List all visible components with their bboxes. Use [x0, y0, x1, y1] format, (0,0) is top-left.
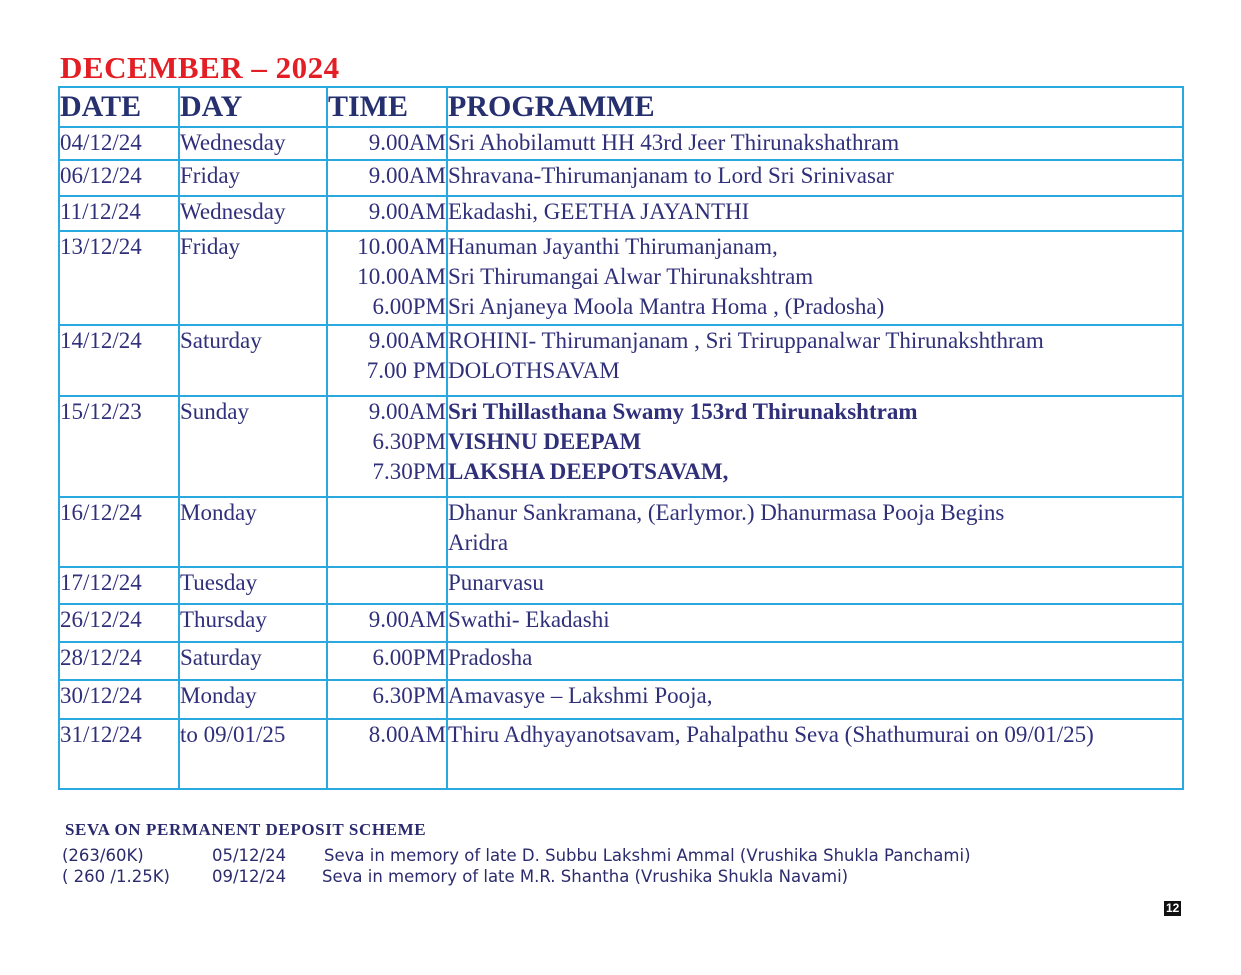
- cell-day: [179, 567, 327, 604]
- cell-time-line: 6.30PM: [372, 683, 446, 708]
- cell-date: [59, 642, 179, 680]
- cell-time-line: 10.00AM: [357, 264, 446, 289]
- cell-date-line: 26/12/24: [60, 607, 142, 632]
- header-day: DAY: [179, 87, 327, 127]
- cell-time-line: 9.00AM: [368, 163, 446, 188]
- cell-day: [179, 396, 327, 497]
- cell-programme: [447, 160, 1183, 196]
- cell-programme-line: VISHNU DEEPAM: [448, 429, 642, 454]
- cell-time: [327, 325, 447, 396]
- cell-time: [327, 396, 447, 497]
- cell-programme-line: Dhanur Sankramana, (Earlymor.) Dhanurmasa Pooja Begins: [448, 500, 1005, 525]
- cell-time-line: 6.00PM: [372, 294, 446, 319]
- cell-date-line: 13/12/24: [60, 234, 142, 259]
- cell-programme-line: Sri Ahobilamutt HH 43rd Jeer Thirunakshathram: [448, 130, 900, 155]
- cell-programme-line: Ekadashi, GEETHA JAYANTHI: [448, 199, 750, 224]
- table-row: [59, 231, 1183, 325]
- seva-date: 05/12/24: [212, 846, 287, 865]
- table-row: [59, 160, 1183, 196]
- seva-code: (263/60K): [62, 846, 144, 865]
- cell-date: [59, 231, 179, 325]
- seva-text: Seva in memory of late D. Subbu Lakshmi Ammal (Vrushika Shukla Panchami): [324, 846, 971, 865]
- cell-programme: [447, 325, 1183, 396]
- cell-programme-line: Amavasye – Lakshmi Pooja,: [448, 683, 713, 708]
- cell-programme-line: DOLOTHSAVAM: [448, 358, 620, 383]
- cell-date-line: 17/12/24: [60, 570, 142, 595]
- cell-day-line: Friday: [180, 234, 241, 259]
- cell-time-line: 8.00AM: [368, 722, 446, 747]
- cell-day-line: Friday: [180, 163, 241, 188]
- cell-date: [59, 680, 179, 719]
- seva-text: Seva in memory of late M.R. Shantha (Vrushika Shukla Navami): [322, 867, 849, 886]
- cell-time-line: 7.30PM: [372, 459, 446, 484]
- cell-day-line: Saturday: [180, 645, 262, 670]
- cell-day: [179, 127, 327, 160]
- cell-programme-line: Sri Anjaneya Moola Mantra Homa , (Pradosha): [448, 294, 885, 319]
- cell-day-line: Monday: [180, 683, 257, 708]
- header-time: TIME: [327, 87, 447, 127]
- cell-date: [59, 604, 179, 642]
- cell-time: [327, 127, 447, 160]
- cell-date: [59, 567, 179, 604]
- cell-day: [179, 719, 327, 789]
- cell-date-line: 31/12/24: [60, 722, 142, 747]
- cell-date: [59, 196, 179, 231]
- cell-time: [327, 231, 447, 325]
- page-number: 12: [1166, 901, 1180, 915]
- table-row: [59, 196, 1183, 231]
- cell-day: [179, 497, 327, 567]
- cell-day: [179, 160, 327, 196]
- cell-time: [327, 680, 447, 719]
- cell-programme-line: Pradosha: [448, 645, 533, 670]
- header-date: DATE: [59, 87, 179, 127]
- cell-day: [179, 604, 327, 642]
- table-body: [59, 127, 1183, 789]
- table-row: [59, 719, 1183, 789]
- cell-day-line: Sunday: [180, 399, 249, 424]
- events-table: [58, 86, 1184, 790]
- cell-day-line: Saturday: [180, 328, 262, 353]
- cell-programme: [447, 642, 1183, 680]
- cell-programme: [447, 719, 1183, 789]
- cell-time-line: 10.00AM: [357, 234, 446, 259]
- cell-date-line: 14/12/24: [60, 328, 142, 353]
- cell-programme-line: Punarvasu: [448, 570, 544, 595]
- cell-programme-line: Shravana-Thirumanjanam to Lord Sri Srinivasar: [448, 163, 894, 188]
- cell-date: [59, 127, 179, 160]
- cell-day-line: Thursday: [180, 607, 267, 632]
- table-row: [59, 396, 1183, 497]
- table-row: [59, 497, 1183, 567]
- cell-programme: [447, 497, 1183, 567]
- cell-time: [327, 642, 447, 680]
- cell-date-line: 06/12/24: [60, 163, 142, 188]
- cell-programme-line: ROHINI- Thirumanjanam , Sri Triruppanalwar Thirunakshthram: [448, 328, 1044, 353]
- cell-programme-line: Aridra: [448, 530, 509, 555]
- cell-date: [59, 160, 179, 196]
- cell-programme-line: LAKSHA DEEPOTSAVAM,: [448, 459, 729, 484]
- cell-day-line: Tuesday: [180, 570, 258, 595]
- cell-day-line: Wednesday: [180, 199, 286, 224]
- cell-time: [327, 567, 447, 604]
- cell-time-line: 6.00PM: [372, 645, 446, 670]
- header-programme: PROGRAMME: [447, 87, 1183, 127]
- cell-day: [179, 196, 327, 231]
- cell-time: [327, 160, 447, 196]
- cell-programme-line: Sri Thirumangai Alwar Thirunakshtram: [448, 264, 814, 289]
- table-row: [59, 642, 1183, 680]
- cell-day: [179, 231, 327, 325]
- cell-programme: [447, 127, 1183, 160]
- cell-day-line: Wednesday: [180, 130, 286, 155]
- cell-time-line: 9.00AM: [368, 399, 446, 424]
- seva-code: ( 260 /1.25K): [62, 867, 170, 886]
- table-header-row: [59, 87, 1183, 127]
- cell-day-line: to 09/01/25: [180, 722, 286, 747]
- table-row: [59, 680, 1183, 719]
- cell-programme: [447, 567, 1183, 604]
- table-row: [59, 567, 1183, 604]
- cell-date-line: 04/12/24: [60, 130, 142, 155]
- cell-time: [327, 719, 447, 789]
- cell-day: [179, 325, 327, 396]
- cell-date-line: 16/12/24: [60, 500, 142, 525]
- cell-day-line: Monday: [180, 500, 257, 525]
- cell-time-line: 9.00AM: [368, 607, 446, 632]
- cell-programme: [447, 231, 1183, 325]
- cell-programme: [447, 396, 1183, 497]
- cell-date-line: 30/12/24: [60, 683, 142, 708]
- cell-date: [59, 396, 179, 497]
- cell-programme: [447, 680, 1183, 719]
- cell-date-line: 28/12/24: [60, 645, 142, 670]
- cell-programme-line: Hanuman Jayanthi Thirumanjanam,: [448, 234, 778, 259]
- cell-day: [179, 680, 327, 719]
- table-row: [59, 325, 1183, 396]
- cell-time-line: 6.30PM: [372, 429, 446, 454]
- cell-day: [179, 642, 327, 680]
- cell-programme-line: Sri Thillasthana Swamy 153rd Thirunakshtram: [448, 399, 918, 424]
- table-row: [59, 127, 1183, 160]
- cell-programme: [447, 196, 1183, 231]
- cell-time-line: 9.00AM: [368, 130, 446, 155]
- cell-time-line: 9.00AM: [368, 328, 446, 353]
- cell-date-line: 11/12/24: [60, 199, 141, 224]
- cell-time: [327, 196, 447, 231]
- cell-time-line: 7.00 PM: [366, 358, 446, 383]
- cell-date: [59, 497, 179, 567]
- cell-programme: [447, 604, 1183, 642]
- cell-time-line: 9.00AM: [368, 199, 446, 224]
- seva-date: 09/12/24: [212, 867, 287, 886]
- seva-heading: SEVA ON PERMANENT DEPOSIT SCHEME: [65, 820, 427, 839]
- table-row: [59, 604, 1183, 642]
- cell-date: [59, 719, 179, 789]
- cell-date: [59, 325, 179, 396]
- cell-programme-line: Swathi- Ekadashi: [448, 607, 610, 632]
- cell-programme-line: Thiru Adhyayanotsavam, Pahalpathu Seva (Shathumurai on 09/01/25): [448, 722, 1094, 747]
- cell-time: [327, 604, 447, 642]
- cell-time: [327, 497, 447, 567]
- cell-date-line: 15/12/23: [60, 399, 142, 424]
- page-title: DECEMBER – 2024: [60, 50, 340, 85]
